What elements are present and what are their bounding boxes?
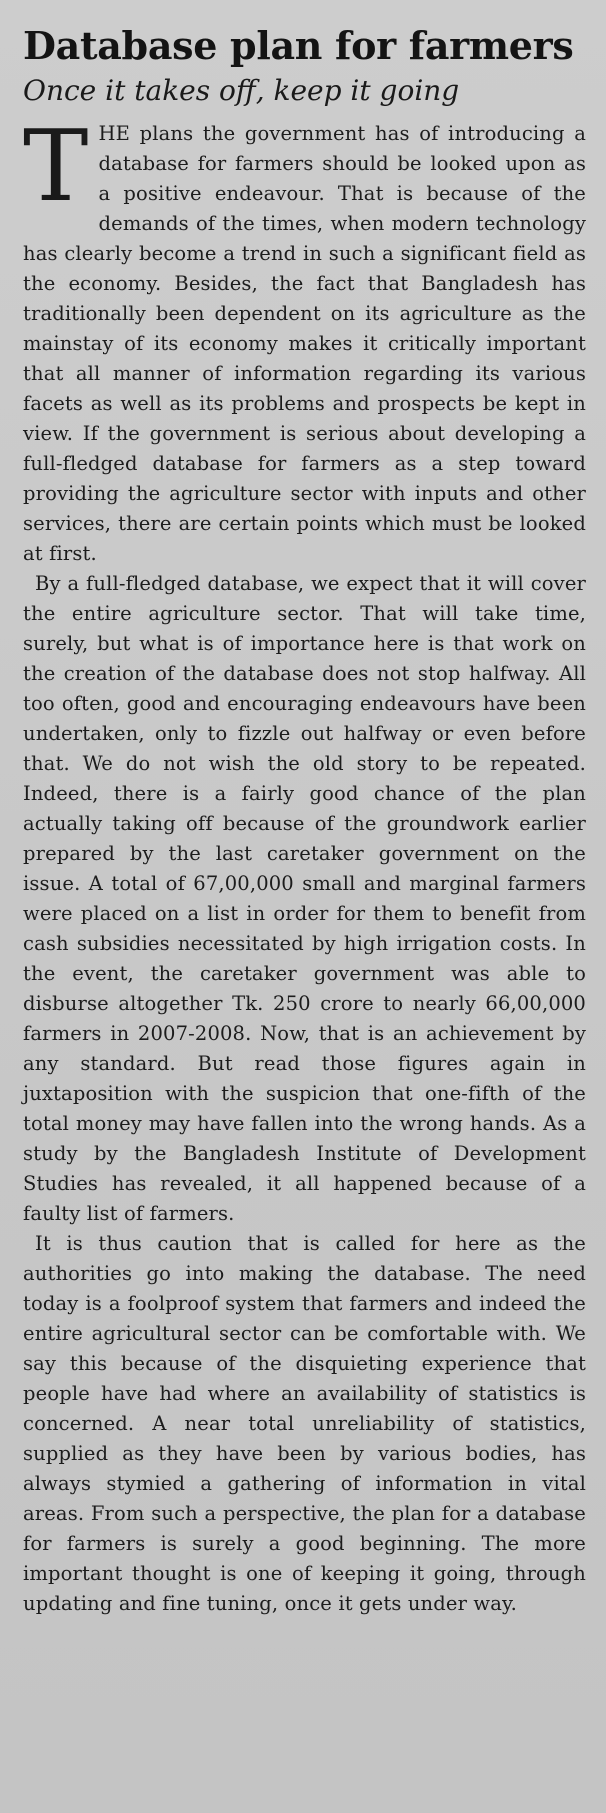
- headline: Database plan for farmers: [23, 23, 574, 68]
- drop-cap: T: [23, 110, 89, 224]
- article-body: [23, 110, 586, 1619]
- paragraph-3: It is thus caution that is called for here as the authorities go into making the database. The need today is a foolproof system that farmers and indeed the entire agricultural sector can be comfortable with. We say this because of the disquieting experience that people have had where an availability of statistics is concerned. A near total unreliability of statistics, supplied as they have been by various bodies, has always stymied a gathering of information in vital areas. From such a perspective, the plan for a database for farmers is surely a good beginning. The more important thought is one of keeping it going, through updating and fine tuning, once it gets under way.: [23, 1232, 586, 1615]
- paragraph-2: By a full-fledged database, we expect that it will cover the entire agriculture sector. That will take time, surely, but what is of importance here is that work on the creation of the database does not stop halfway. All too often, good and encouraging endeavours have been undertaken, only to fizzle out halfway or even before that. We do not wish the old story to be repeated. Indeed, there is a fairly good chance of the plan actually taking off because of the groundwork earlier prepared by the last caretaker government on the issue. A total of 67,00,000 small and marginal farmers were placed on a list in order for them to benefit from cash subsidies necessitated by high irrigation costs. In the event, the caretaker government was able to disburse altogether Tk. 250 crore to nearly 66,00,000 farmers in 2007-2008. Now, that is an achievement by any standard. But read those figures again in juxtaposition with the suspicion that one-fifth of the total money may have fallen into the wrong hands. As a study by the Bangladesh Institute of Development Studies has revealed, it all happened because of a faulty list of farmers.: [23, 572, 586, 1225]
- paragraph-1: [23, 110, 586, 569]
- paragraph-1-text: HE plans the government has of introducing a database for farmers should be looked upon as a positive endeavour. That is because of the demands of the times, when modern technology has clearly become a trend in such a significant field as the economy. Besides, the fact that Bangladesh has traditionally been dependent on its agriculture as the mainstay of its economy makes it critically important that all manner of information regarding its various facets as well as its problems and prospects be kept in view. If the government is serious about developing a full-fledged database for farmers as a step toward providing the agriculture sector with inputs and other services, there are certain points which must be looked at first.: [23, 122, 586, 565]
- subheadline: Once it takes off, keep it going: [23, 74, 460, 107]
